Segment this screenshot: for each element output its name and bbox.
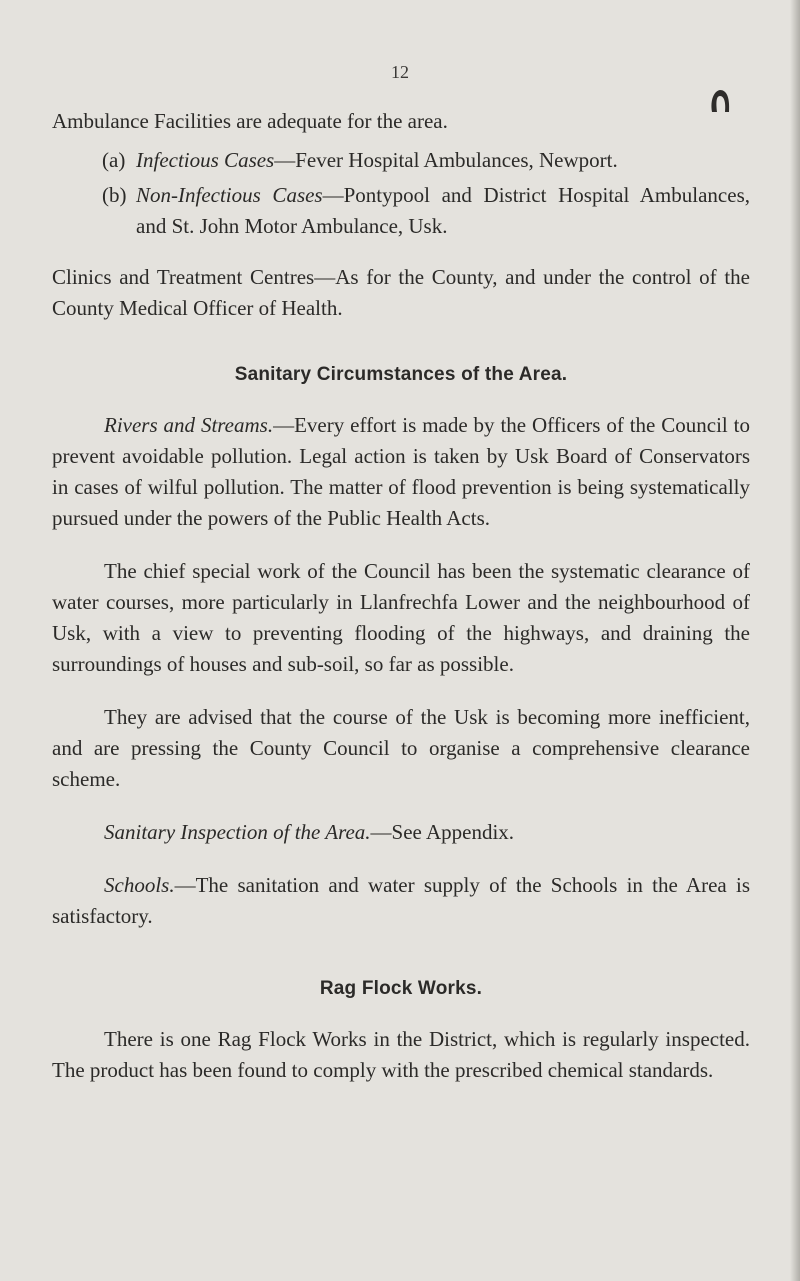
rag-flock-heading: Rag Flock Works.: [319, 978, 483, 999]
rivers-text: —Every effort is made by the Officers of the Council to prevent avoidable pollution. Legal action is taken by Usk Board of Conservators in cases of wilful pollution. The matter of flood prevention is being systematically pursued under the powers of the Public Health Acts.: [52, 413, 750, 530]
rag-flock-paragraph: There is one Rag Flock Works in the District, which is regularly inspected. The product has been found to comply with the prescribed chemical standards.: [52, 1027, 750, 1082]
advised-paragraph: They are advised that the course of the Usk is becoming more inefficient, and are pressing the County Council to organise a comprehensive clearance scheme.: [52, 705, 750, 791]
item-title: Infectious Cases: [136, 148, 275, 172]
item-title: Non-Infectious Cases: [136, 183, 323, 207]
rivers-title: Rivers and Streams.: [104, 413, 274, 437]
item-text: —Pontypool and District Hospital Ambulances, and St. John Motor Ambulance, Usk.: [136, 183, 750, 238]
inspection-paragraph: [52, 817, 750, 848]
item-text: —Fever Hospital Ambulances, Newport.: [274, 148, 618, 172]
schools-text: —The sanitation and water supply of the Schools in the Area is satisfactory.: [52, 873, 750, 928]
ambulance-item-a: [52, 145, 750, 176]
sanitary-heading: Sanitary Circumstances of the Area.: [234, 364, 568, 385]
chief-work-paragraph: The chief special work of the Council has been the systematic clearance of water courses, more particularly in Llanfrechfa Lower and the neighbourhood of Usk, with a view to preventing flooding of the highways, and draining the surroundings of houses and sub-soil, so far as possible.: [52, 559, 750, 676]
schools-title: Schools.: [104, 873, 175, 897]
ambulance-intro: Ambulance Facilities are adequate for the area.: [52, 109, 448, 133]
document-body: [52, 106, 750, 1086]
inspection-text: —See Appendix.: [370, 820, 515, 844]
rivers-paragraph: [52, 410, 750, 534]
list-marker: (b): [102, 183, 127, 207]
inspection-title: Sanitary Inspection of the Area.: [104, 820, 371, 844]
page-number: 12: [391, 62, 409, 82]
list-marker: (a): [102, 148, 126, 172]
clinics-paragraph: Clinics and Treatment Centres—As for the County, and under the control of the County Medical Officer of Health.: [52, 265, 750, 320]
ambulance-item-b: [52, 180, 750, 242]
schools-paragraph: [52, 870, 750, 932]
page-edge-shadow: [790, 0, 800, 1281]
